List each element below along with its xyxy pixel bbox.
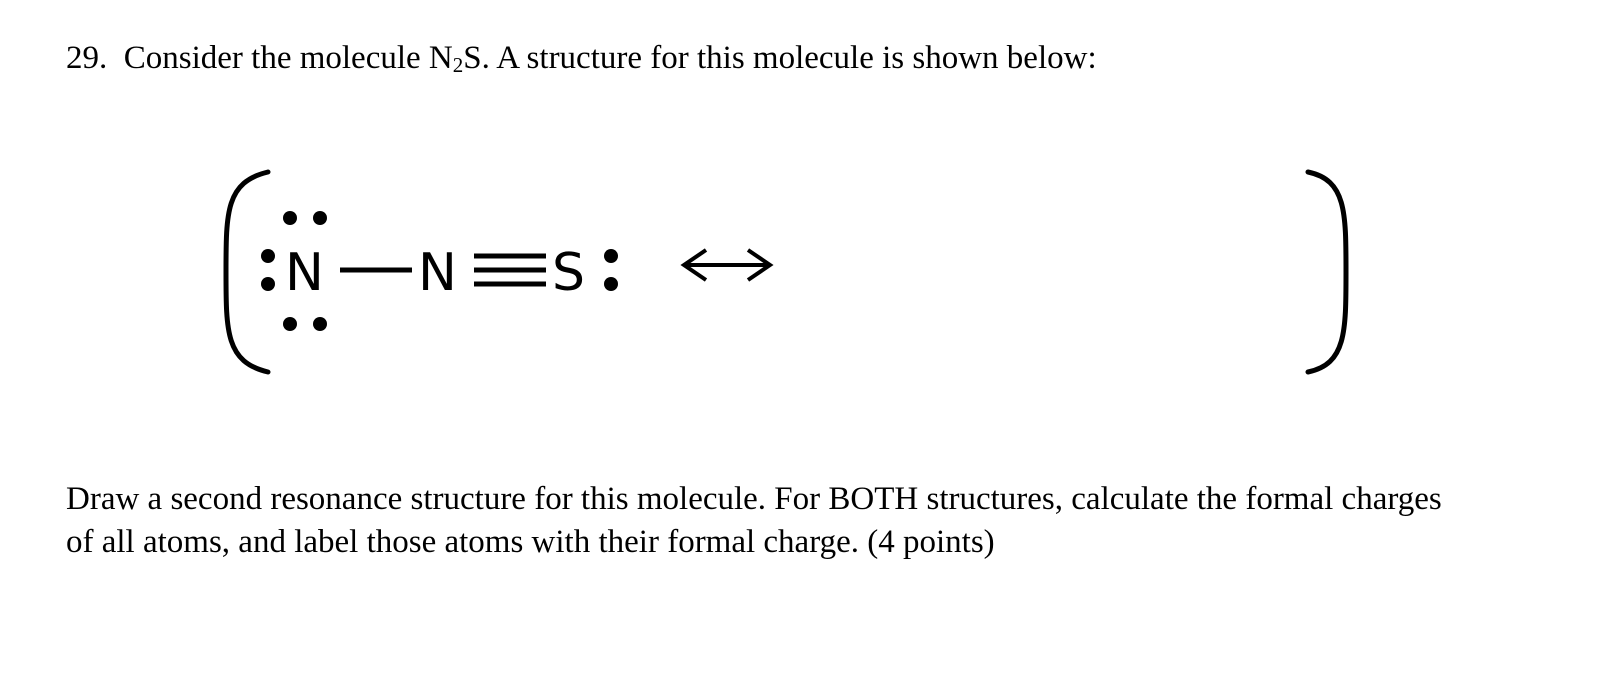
lone-pair-electron — [283, 317, 297, 331]
question-number: 29. — [66, 40, 108, 76]
lone-pair-electron — [261, 249, 275, 263]
lone-pair-electron — [313, 211, 327, 225]
atom-s: S — [552, 243, 586, 303]
resonance-arrow — [684, 250, 770, 280]
atom-n2: N — [418, 243, 457, 303]
instructions-text — [66, 478, 1586, 564]
lone-pair-electron — [604, 277, 618, 291]
instructions-line-2: of all atoms, and label those atoms with their formal charge. (4 points) — [66, 524, 995, 560]
atom-n1: N — [285, 243, 324, 303]
left-bracket — [226, 172, 268, 372]
instructions-line-1: Draw a second resonance structure for this molecule. For BOTH structures, calculate the formal charges — [66, 481, 1442, 517]
lone-pair-electron — [604, 249, 618, 263]
lone-pair-electron — [313, 317, 327, 331]
right-bracket — [1308, 172, 1346, 372]
lone-pair-electron — [283, 211, 297, 225]
formula-subscript: 2 — [452, 53, 464, 77]
question-text-start: Consider the molecule N — [123, 40, 453, 76]
question-text-end: S. A structure for this molecule is shown below: — [463, 40, 1097, 76]
lone-pair-electron — [261, 277, 275, 291]
